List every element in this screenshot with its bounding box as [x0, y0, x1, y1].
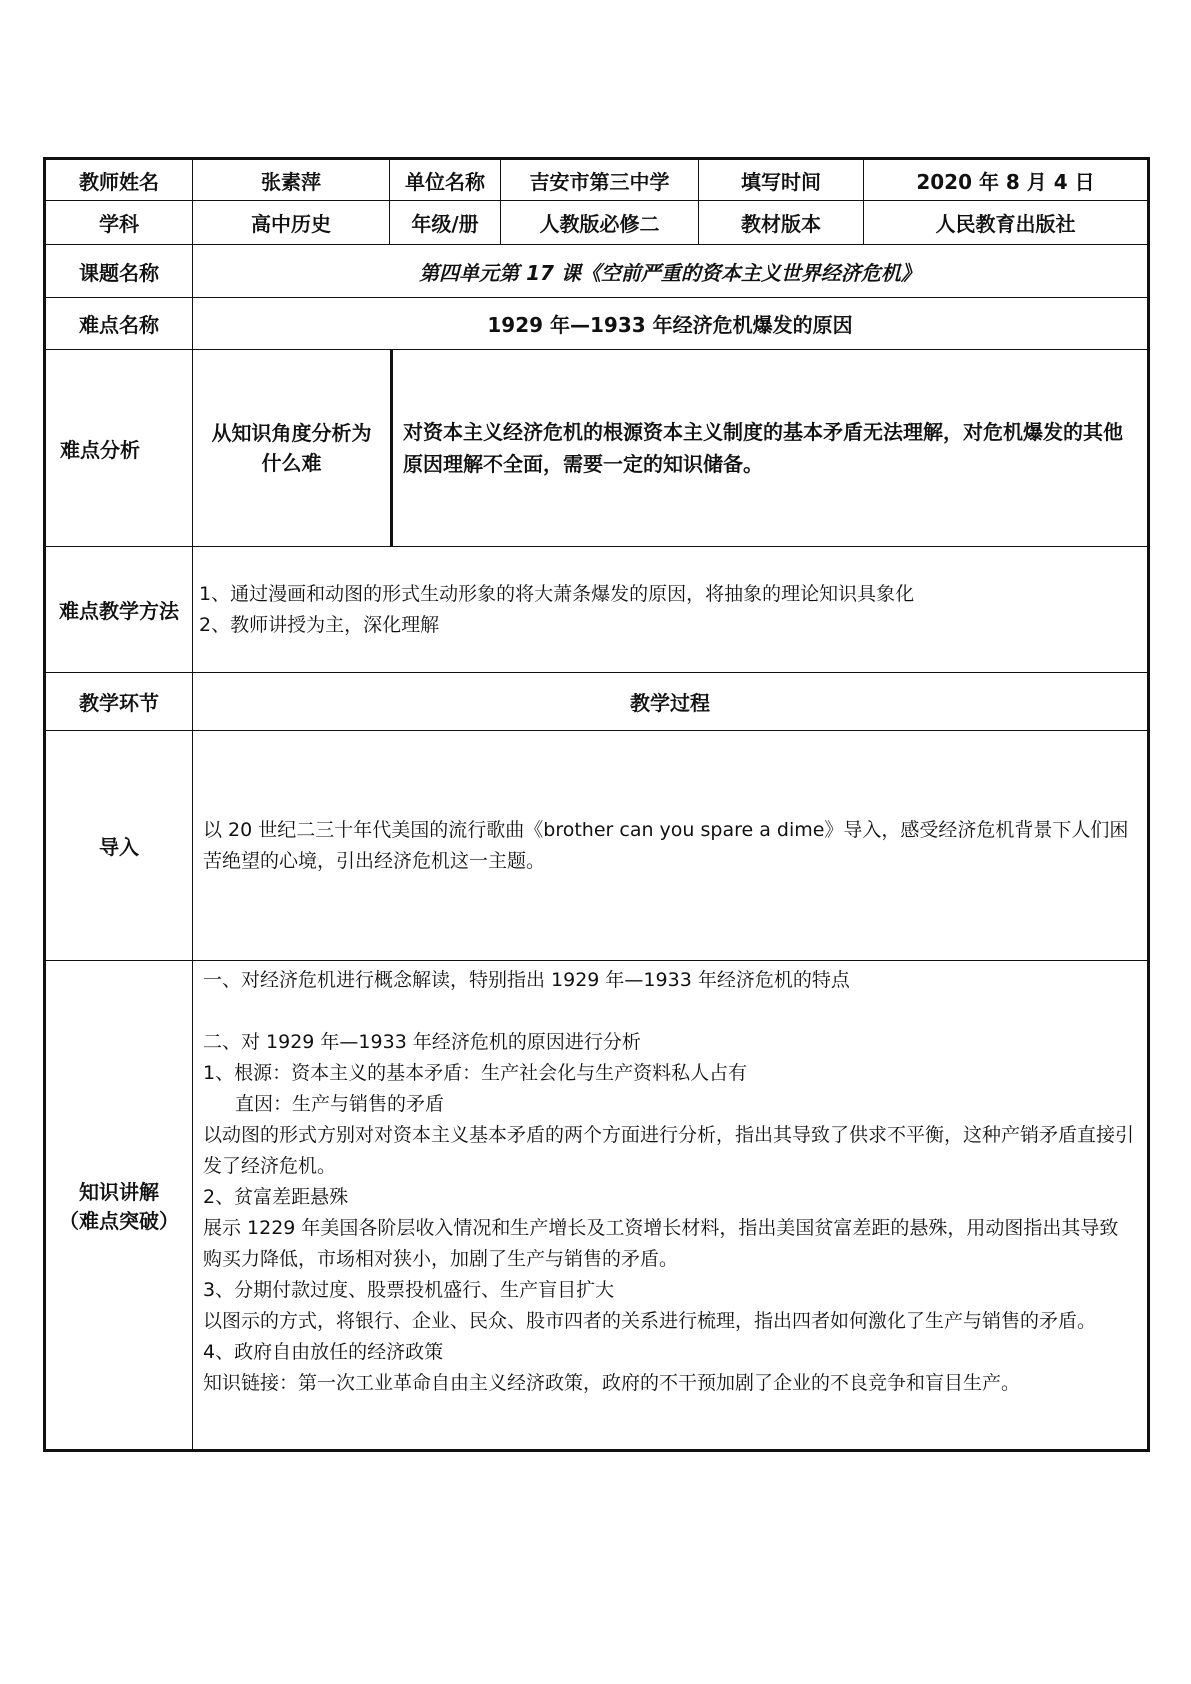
analysis-sub-label: 从知识角度分析为什么难: [193, 350, 393, 546]
method-cell: [193, 547, 1149, 673]
difficulty-value: 1929 年—1933 年经济危机爆发的原因: [193, 298, 1149, 350]
unit-name-label: 单位名称: [390, 159, 501, 201]
process-stage-label: 教学环节: [45, 673, 193, 731]
knowledge-sub-label: （难点突破）: [59, 1209, 179, 1233]
process-header-row: [45, 673, 1149, 731]
knowledge-line-6: 2、贫富差距悬殊: [203, 1186, 349, 1208]
header-row-2: [45, 201, 1149, 245]
teacher-name-value: 张素萍: [193, 159, 390, 201]
edition-value: 人民教育出版社: [864, 201, 1149, 245]
analysis-row: [45, 350, 1149, 547]
intro-row: [45, 731, 1149, 961]
knowledge-line-1: 一、对经济危机进行概念解读，特别指出 1929 年—1933 年经济危机的特点: [203, 969, 850, 991]
knowledge-label-cell: [45, 961, 193, 1451]
grade-value: 人教版必修二: [501, 201, 699, 245]
grade-label: 年级/册: [390, 201, 501, 245]
knowledge-content: [193, 961, 1149, 1451]
knowledge-line-7: 展示 1229 年美国各阶层收入情况和生产增长及工资增长材料，指出美国贫富差距的悬殊，用动图指出其导致购买力降低，市场相对狭小，加剧了生产与销售的矛盾。: [203, 1217, 1119, 1270]
analysis-value: 对资本主义经济危机的根源资本主义制度的基本矛盾无法理解，对危机爆发的其他原因理解不全面，需要一定的知识储备。: [403, 420, 1123, 476]
method-label: 难点教学方法: [45, 547, 193, 673]
method-line-1: 1、通过漫画和动图的形式生动形象的将大萧条爆发的原因，将抽象的理论知识具象化: [199, 582, 915, 605]
intro-label: 导入: [45, 731, 193, 961]
knowledge-line-8: 3、分期付款过度、股票投机盛行、生产盲目扩大: [203, 1279, 615, 1301]
method-row: [45, 547, 1149, 673]
analysis-label: 难点分析: [45, 350, 193, 547]
knowledge-line-10: 4、政府自由放任的经济政策: [203, 1341, 444, 1363]
difficulty-label: 难点名称: [45, 298, 193, 350]
method-line-2: 2、教师讲授为主，深化理解: [199, 613, 440, 636]
knowledge-line-5: 以动图的形式方别对对资本主义基本矛盾的两个方面进行分析，指出其导致了供求不平衡，这种产销矛盾直接引发了经济危机。: [203, 1124, 1135, 1177]
knowledge-line-2: 二、对 1929 年—1933 年经济危机的原因进行分析: [203, 1031, 641, 1053]
header-row-1: [45, 159, 1149, 201]
topic-value: 第四单元第 17 课《空前严重的资本主义世界经济危机》: [193, 245, 1149, 298]
fill-date-label: 填写时间: [699, 159, 864, 201]
subject-value: 高中历史: [193, 201, 390, 245]
analysis-cell: [193, 350, 1149, 547]
difficulty-row: [45, 298, 1149, 350]
topic-label: 课题名称: [45, 245, 193, 298]
process-title: 教学过程: [193, 673, 1149, 731]
knowledge-line-3: 1、根源：资本主义的基本矛盾：生产社会化与生产资料私人占有: [203, 1062, 748, 1084]
intro-value: 以 20 世纪二三十年代美国的流行歌曲《brother can you spare a dime》导入，感受经济危机背景下人们困苦绝望的心境，引出经济危机这一主题。: [193, 731, 1149, 961]
knowledge-spacer: [203, 996, 1137, 1027]
topic-row: [45, 245, 1149, 298]
teacher-name-label: 教师姓名: [45, 159, 193, 201]
knowledge-label: 知识讲解: [79, 1180, 159, 1204]
knowledge-line-11: 知识链接：第一次工业革命自由主义经济政策，政府的不干预加剧了企业的不良竞争和盲目生产。: [203, 1372, 1021, 1394]
lesson-plan-table: [43, 157, 1150, 1452]
knowledge-row: [45, 961, 1149, 1451]
fill-date-value: 2020 年 8 月 4 日: [864, 159, 1149, 201]
knowledge-line-4: 直因：生产与销售的矛盾: [235, 1093, 445, 1115]
knowledge-line-9: 以图示的方式，将银行、企业、民众、股市四者的关系进行梳理，指出四者如何激化了生产与销售的矛盾。: [203, 1310, 1097, 1332]
subject-label: 学科: [45, 201, 193, 245]
unit-name-value: 吉安市第三中学: [501, 159, 699, 201]
edition-label: 教材版本: [699, 201, 864, 245]
